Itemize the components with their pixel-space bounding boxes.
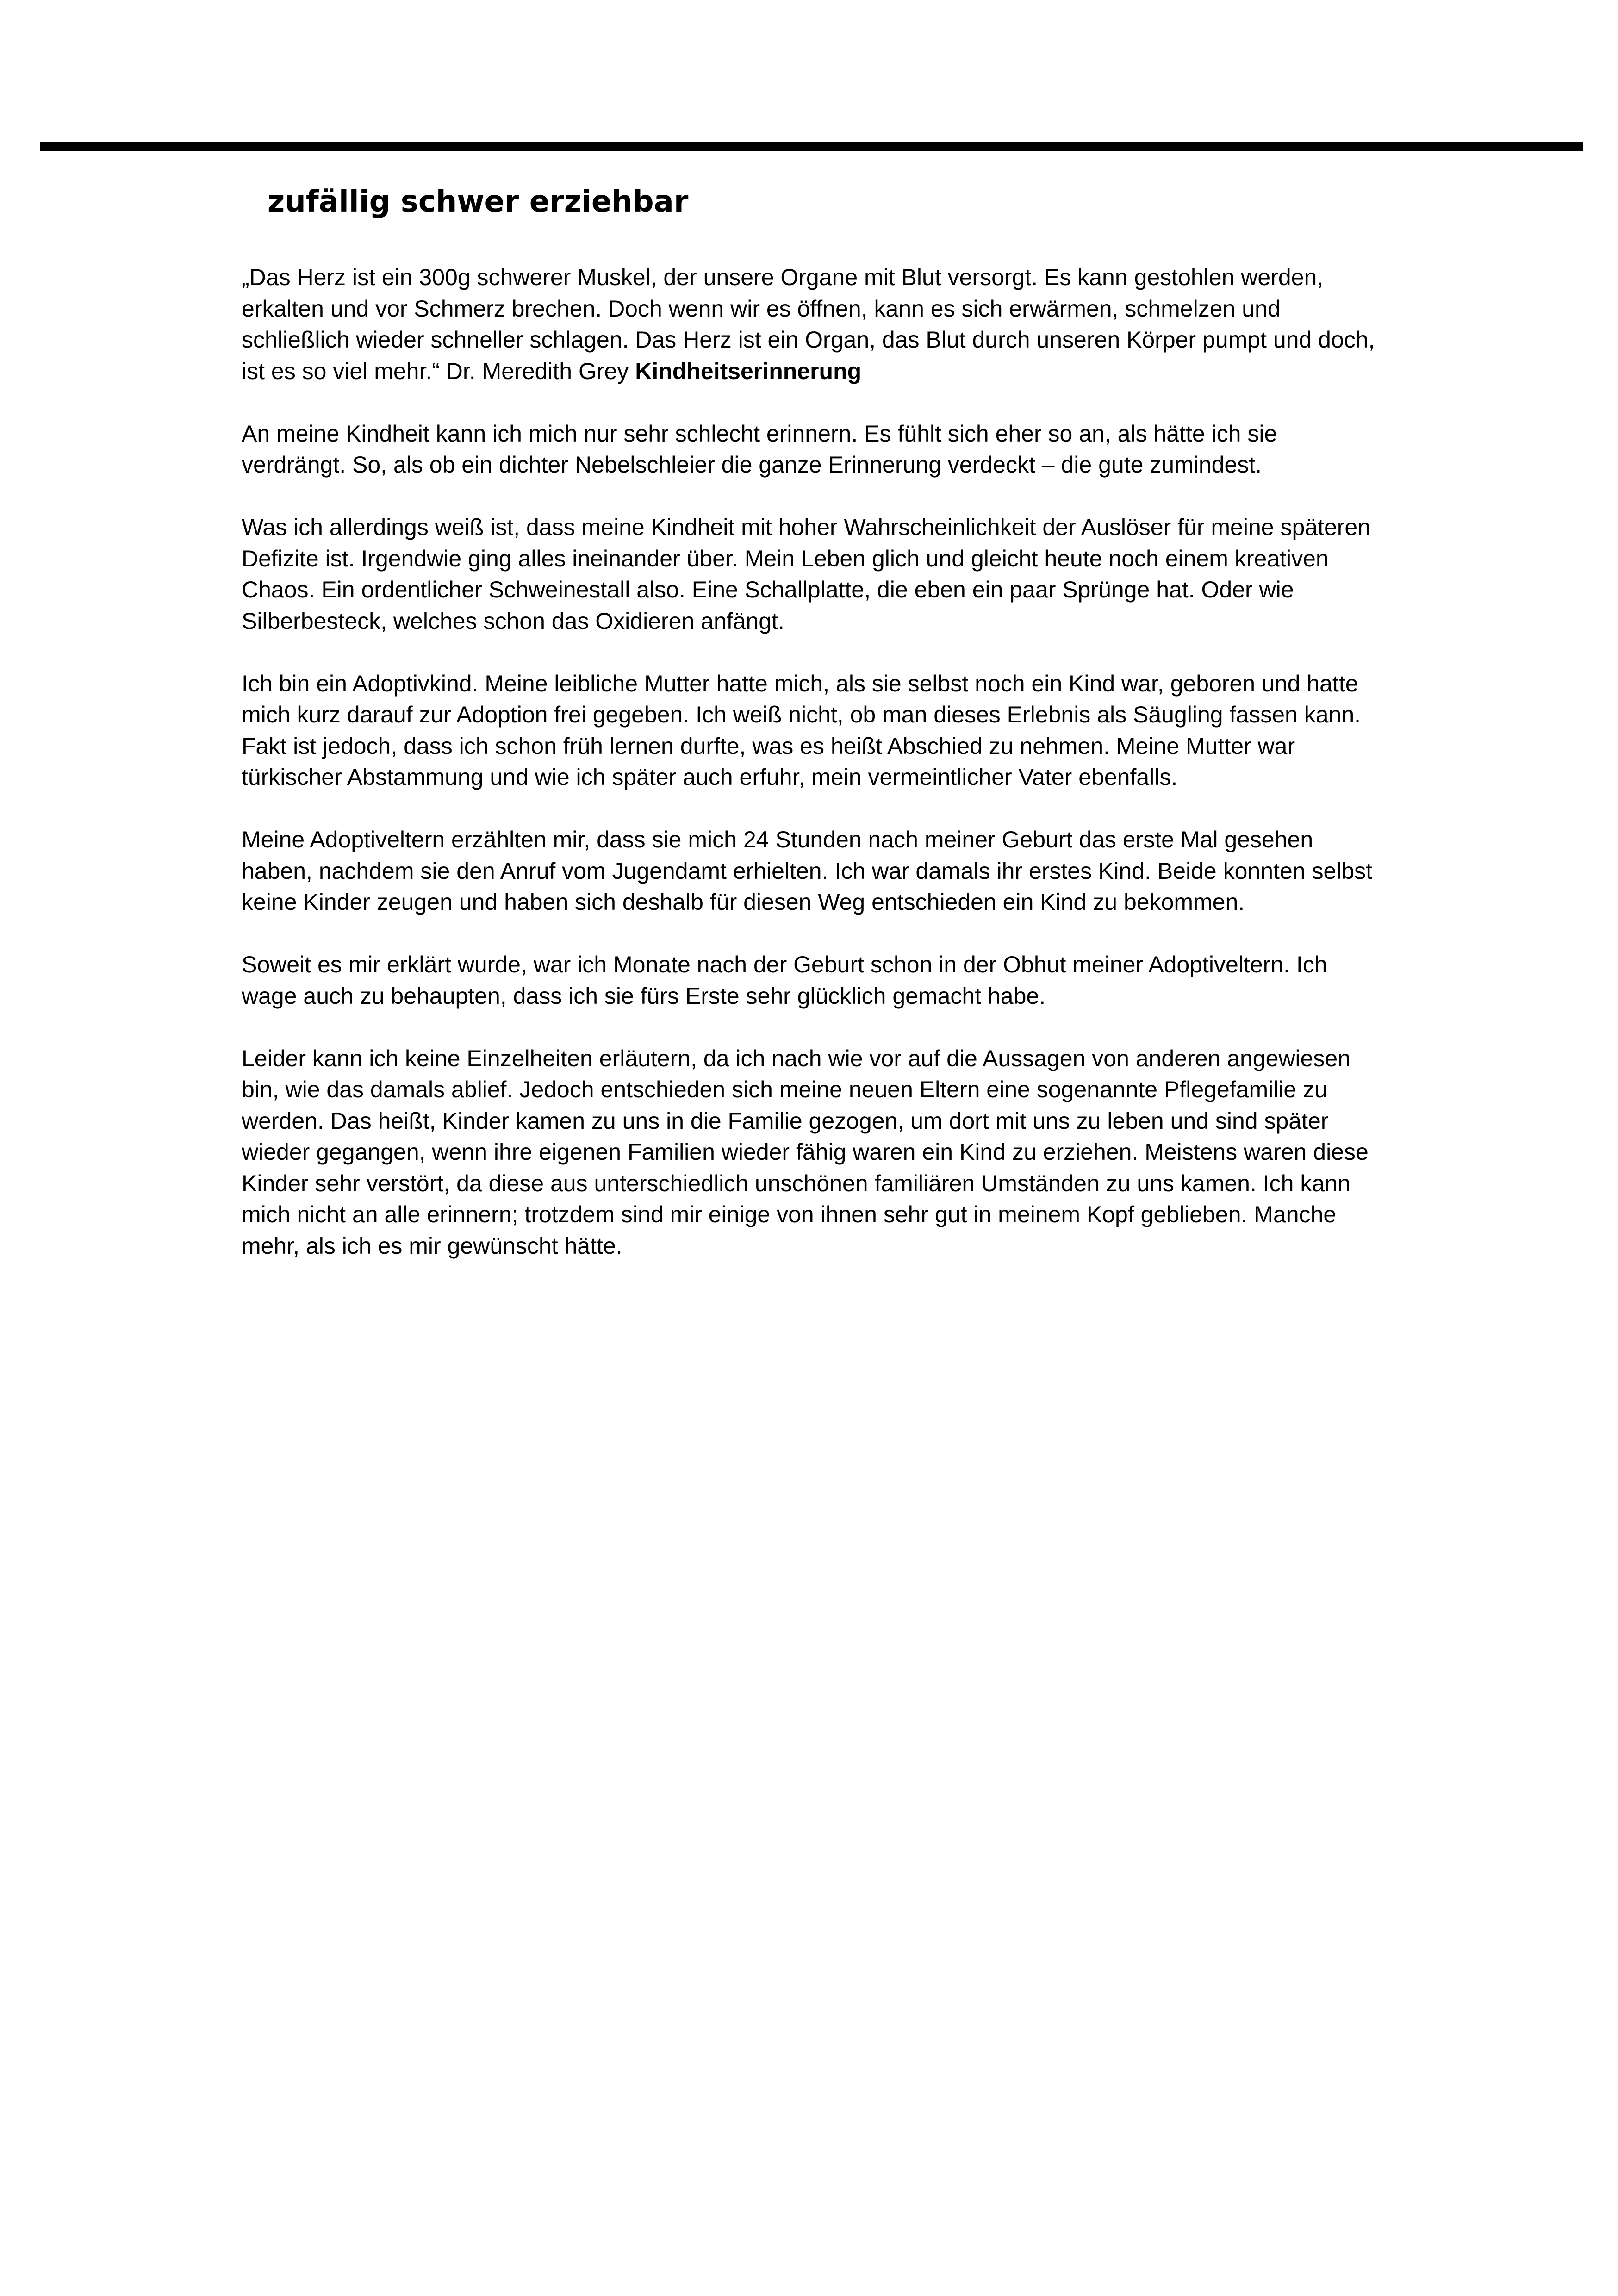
body-paragraph: An meine Kindheit kann ich mich nur sehr schlecht erinnern. Es fühlt sich eher so an, als hätte ich sie verdrängt. So, als ob ein dichter Nebelschleier die ganze Erinnerung verdeckt – die gute zumindest. bbox=[242, 420, 1277, 478]
body-paragraph: Soweit es mir erklärt wurde, war ich Monate nach der Geburt schon in der Obhut meiner Adoptiveltern. Ich wage auch zu behaupten, dass ich sie fürs Erste sehr glücklich gemacht habe. bbox=[242, 952, 1327, 1009]
document-body bbox=[242, 262, 1385, 1293]
opening-quote-paragraph bbox=[242, 262, 1385, 387]
body-paragraph: Leider kann ich keine Einzelheiten erläutern, da ich nach wie vor auf die Aussagen von anderen angewiesen bin, wie das damals ablief. Jedoch entschieden sich meine neuen Eltern eine sogenannte Pflegefamilie zu werden. Das heißt, Kinder kamen zu uns in die Familie gezogen, um dort mit uns zu leben und sind später wieder gegangen, wenn ihre eigenen Familien wieder fähig waren ein Kind zu erziehen. Meistens waren diese Kinder sehr verstört, da diese aus unterschiedlich unschönen familiären Umständen zu uns kamen. Ich kann mich nicht an alle erinnern; trotzdem sind mir einige von ihnen sehr gut in meinem Kopf geblieben. Manche mehr, als ich es mir gewünscht hätte. bbox=[242, 1045, 1369, 1259]
document-title: zufällig schwer erziehbar bbox=[268, 185, 689, 219]
body-paragraph: Meine Adoptiveltern erzählten mir, dass sie mich 24 Stunden nach meiner Geburt das erste Mal gesehen haben, nachdem sie den Anruf vom Jugendamt erhielten. Ich war damals ihr erstes Kind. Beide konnten selbst keine Kinder zeugen und haben sich deshalb für diesen Weg entschieden ein Kind zu bekommen. bbox=[242, 827, 1373, 915]
body-paragraph: Ich bin ein Adoptivkind. Meine leibliche Mutter hatte mich, als sie selbst noch ein Kind war, geboren und hatte mich kurz darauf zur Adoption frei gegeben. Ich weiß nicht, ob man dieses Erlebnis als Säugling fassen kann. Fakt ist jedoch, dass ich schon früh lernen durfte, was es heißt Abschied zu nehmen. Meine Mutter war türkischer Abstammung und wie ich später auch erfuhr, mein vermeintlicher Vater ebenfalls. bbox=[242, 670, 1361, 790]
opening-quote: „Das Herz ist ein 300g schwerer Muskel, der unsere Organe mit Blut versorgt. Es kann gestohlen werden, erkalten und vor Schmerz brechen. Doch wenn wir es öffnen, kann es sich erwärmen, schmelzen und schließlich wieder schneller schlagen. Das Herz ist ein Organ, das Blut durch unseren Körper pumpt und doch, ist es so viel mehr.“ Dr. Meredith Grey bbox=[242, 264, 1375, 384]
section-heading: Kindheitserinnerung bbox=[635, 358, 862, 384]
body-paragraph: Was ich allerdings weiß ist, dass meine Kindheit mit hoher Wahrscheinlichkeit der Auslöser für meine späteren Defizite ist. Irgendwie ging alles ineinander über. Mein Leben glich und gleicht heute noch einem kreativen Chaos. Ein ordentlicher Schweinestall also. Eine Schallplatte, die eben ein paar Sprünge hat. Oder wie Silberbesteck, welches schon das Oxidieren anfängt. bbox=[242, 514, 1371, 634]
header-rule bbox=[40, 142, 1583, 151]
